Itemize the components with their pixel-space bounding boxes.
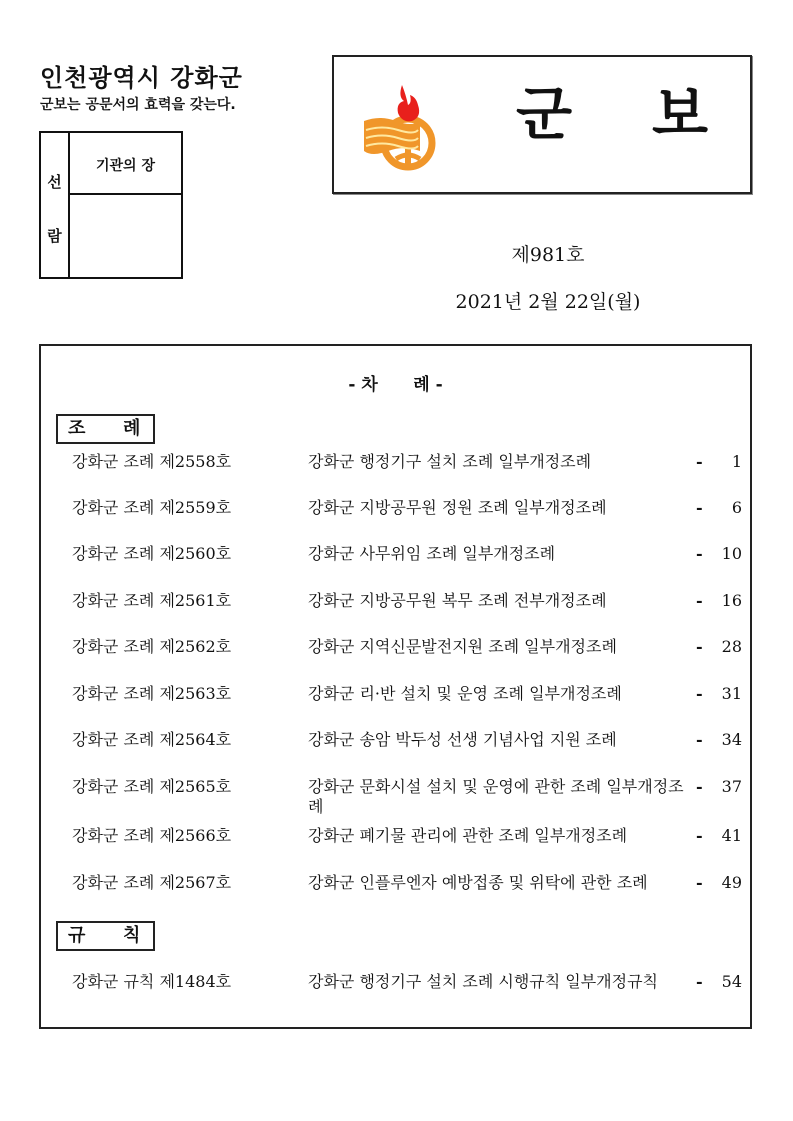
issue-number: 제981호	[511, 244, 585, 266]
masthead-title-char-2: 보	[652, 80, 709, 148]
entry-title: 강화군 폐기물 관리에 관한 조례 일부개정조례	[308, 826, 628, 845]
entry-page: 37	[721, 777, 742, 796]
entry-page: 41	[721, 826, 742, 845]
entry-number: 강화군 조례 제2564호	[72, 730, 232, 749]
entry-dash: -	[696, 637, 703, 656]
org-title: 인천광역시 강화군	[40, 64, 243, 92]
entry-number: 강화군 조례 제2565호	[72, 777, 232, 796]
entry-number: 강화군 조례 제2567호	[72, 873, 232, 892]
issue-date: 2021년 2월 22일(월)	[455, 291, 641, 313]
section-label-rules: 규 칙	[56, 921, 155, 951]
entry-page: 31	[721, 684, 742, 703]
entry-dash: -	[696, 684, 703, 703]
entry-page: 34	[721, 730, 742, 749]
section-label-ordinances: 조 례	[56, 414, 155, 444]
entry-number: 강화군 조례 제2563호	[72, 684, 232, 703]
entry-title: 강화군 사무위임 조례 일부개정조례	[308, 544, 556, 563]
masthead-title-char-1: 군	[516, 80, 573, 148]
toc-title: - 차 례 -	[348, 375, 443, 395]
entry-title: 강화군 행정기구 설치 조례 일부개정조례	[308, 452, 592, 471]
entry-title: 강화군 리·반 설치 및 운영 조례 일부개정조례	[308, 684, 622, 703]
entry-title: 강화군 인플루엔자 예방접종 및 위탁에 관한 조례	[308, 873, 648, 892]
entry-title: 강화군 지역신문발전지원 조례 일부개정조례	[308, 637, 617, 656]
entry-dash: -	[696, 730, 703, 749]
entry-dash: -	[696, 591, 703, 610]
org-subtitle: 군보는 공문서의 효력을 갖는다.	[40, 97, 236, 113]
entry-title: 강화군 문화시설 설치 및 운영에 관한 조례 일부개정조례	[308, 777, 684, 816]
entry-number: 강화군 조례 제2561호	[72, 591, 232, 610]
entry-number: 강화군 조례 제2559호	[72, 498, 232, 517]
circulation-box	[39, 131, 183, 279]
circulation-char-2: 람	[47, 227, 62, 245]
circulation-char-1: 선	[47, 173, 62, 191]
ganghwa-emblem-icon	[358, 81, 448, 171]
entry-dash: -	[696, 452, 703, 471]
entry-page: 49	[721, 873, 742, 892]
entry-number: 강화군 조례 제2562호	[72, 637, 232, 656]
entry-number: 강화군 규칙 제1484호	[72, 972, 232, 991]
agency-head-label: 기관의 장	[96, 158, 155, 174]
entry-title: 강화군 지방공무원 정원 조례 일부개정조례	[308, 498, 607, 517]
entry-page: 54	[721, 972, 742, 991]
entry-number: 강화군 조례 제2566호	[72, 826, 232, 845]
entry-title: 강화군 행정기구 설치 조례 시행규칙 일부개정규칙	[308, 972, 659, 991]
entry-dash: -	[696, 498, 703, 517]
masthead	[332, 55, 752, 194]
circulation-box-top	[70, 133, 181, 195]
entry-page: 10	[721, 544, 742, 563]
entry-dash: -	[696, 972, 703, 991]
entry-dash: -	[696, 873, 703, 892]
entry-page: 28	[721, 637, 742, 656]
circulation-box-left	[41, 133, 70, 277]
entry-number: 강화군 조례 제2558호	[72, 452, 232, 471]
entry-number: 강화군 조례 제2560호	[72, 544, 232, 563]
table-of-contents	[39, 344, 752, 1029]
entry-page: 1	[731, 452, 742, 471]
entry-page: 6	[731, 498, 742, 517]
entry-title: 강화군 지방공무원 복무 조례 전부개정조례	[308, 591, 607, 610]
entry-title: 강화군 송암 박두성 선생 기념사업 지원 조례	[308, 730, 617, 749]
entry-dash: -	[696, 544, 703, 563]
entry-page: 16	[721, 591, 742, 610]
entry-dash: -	[696, 777, 703, 796]
entry-dash: -	[696, 826, 703, 845]
